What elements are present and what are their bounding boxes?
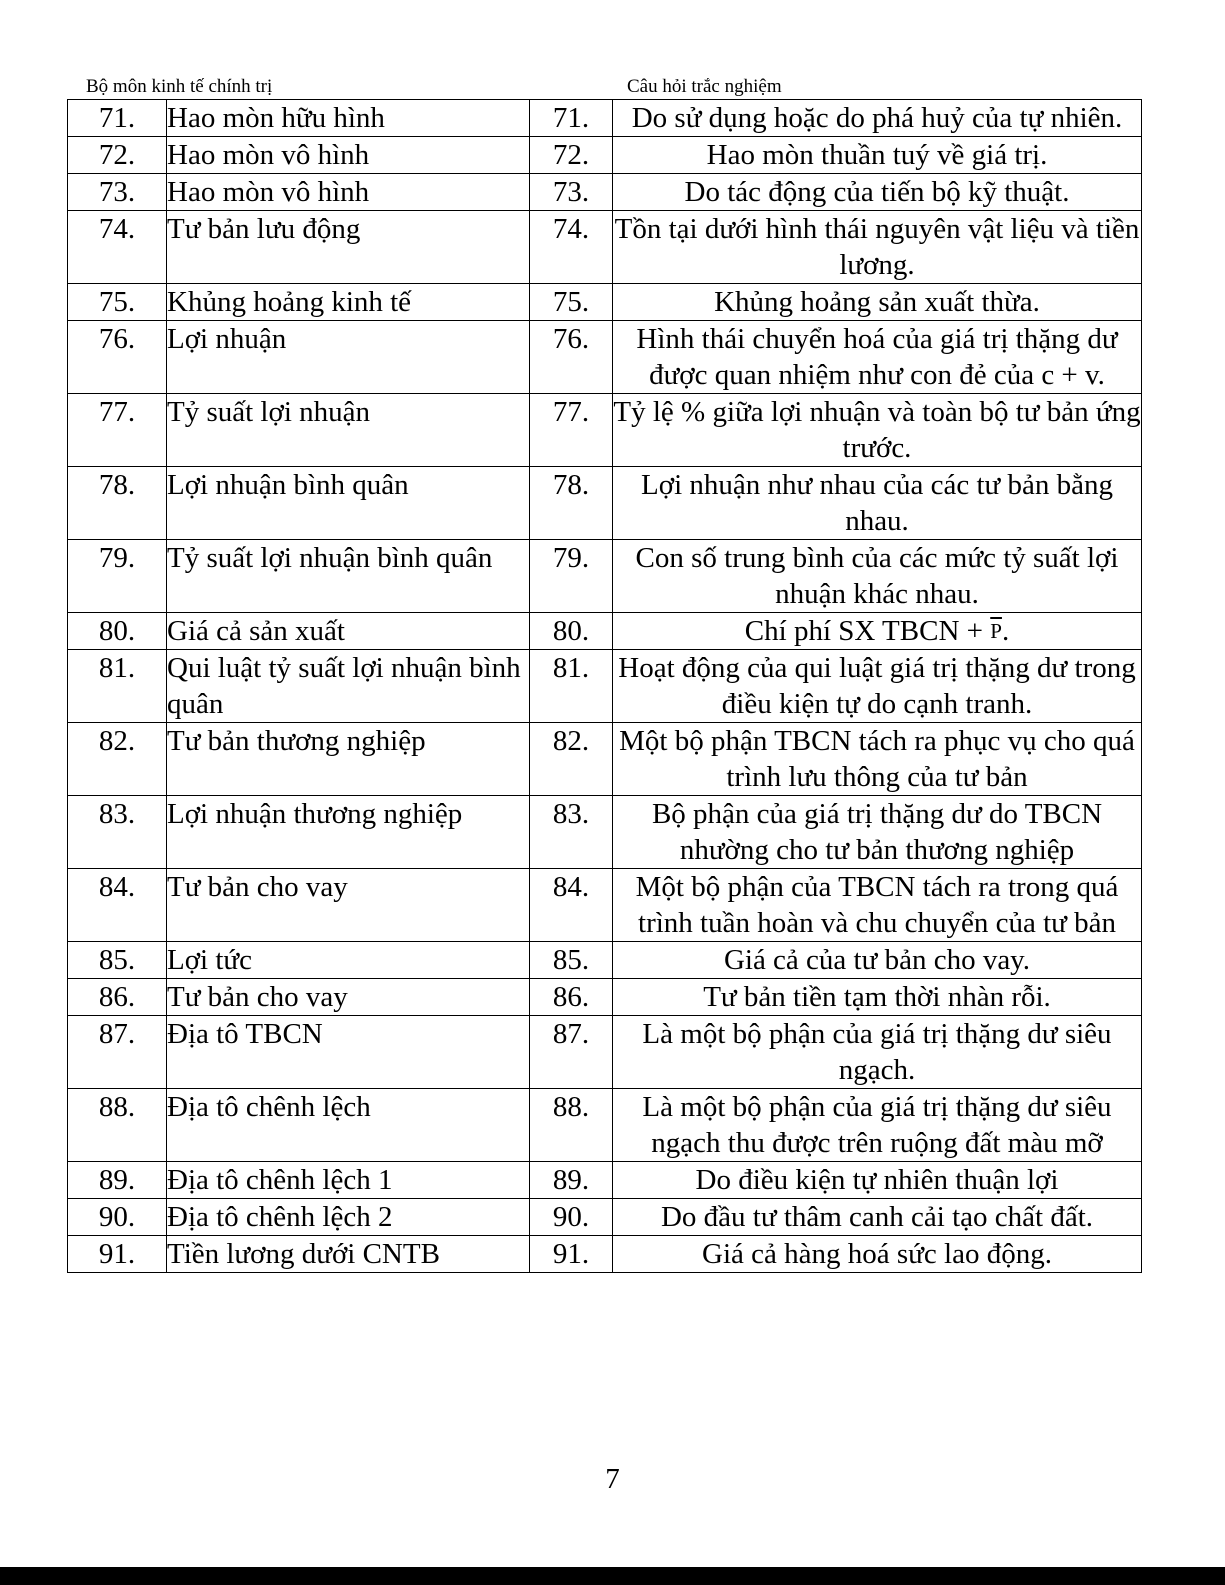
answer-number: 83. bbox=[530, 796, 613, 869]
answer-table-body bbox=[68, 100, 1142, 1273]
answer-number: 77. bbox=[530, 394, 613, 467]
term-cell: Tư bản cho vay bbox=[167, 869, 530, 942]
table-row bbox=[68, 467, 1142, 540]
row-number: 87. bbox=[68, 1016, 167, 1089]
average-profit-symbol: $\overline{P}$ bbox=[990, 619, 1002, 643]
table-row bbox=[68, 1016, 1142, 1089]
term-cell: Tiền lương dưới CNTB bbox=[167, 1236, 530, 1273]
table-row bbox=[68, 211, 1142, 284]
term-cell: Tư bản cho vay bbox=[167, 979, 530, 1016]
table-row bbox=[68, 1089, 1142, 1162]
term-cell: Địa tô chênh lệch 1 bbox=[167, 1162, 530, 1199]
table-row bbox=[68, 100, 1142, 137]
term-cell: Địa tô TBCN bbox=[167, 1016, 530, 1089]
table-row bbox=[68, 979, 1142, 1016]
answer-number: 84. bbox=[530, 869, 613, 942]
row-number: 80. bbox=[68, 613, 167, 650]
definition-cell: Tư bản tiền tạm thời nhàn rỗi. bbox=[613, 979, 1142, 1016]
answer-number: 79. bbox=[530, 540, 613, 613]
term-cell: Tỷ suất lợi nhuận bbox=[167, 394, 530, 467]
term-cell: Giá cả sản xuất bbox=[167, 613, 530, 650]
bottom-border bbox=[0, 1567, 1225, 1585]
term-cell: Lợi tức bbox=[167, 942, 530, 979]
term-cell: Tỷ suất lợi nhuận bình quân bbox=[167, 540, 530, 613]
row-number: 84. bbox=[68, 869, 167, 942]
answer-number: 91. bbox=[530, 1236, 613, 1273]
row-number: 75. bbox=[68, 284, 167, 321]
row-number: 85. bbox=[68, 942, 167, 979]
definition-cell: Hình thái chuyển hoá của giá trị thặng dư được quan nhiệm như con đẻ của c + v. bbox=[613, 321, 1142, 394]
term-cell: Hao mòn vô hình bbox=[167, 174, 530, 211]
row-number: 91. bbox=[68, 1236, 167, 1273]
row-number: 74. bbox=[68, 211, 167, 284]
answer-number: 85. bbox=[530, 942, 613, 979]
definition-cell: Là một bộ phận của giá trị thặng dư siêu ngạch. bbox=[613, 1016, 1142, 1089]
answer-number: 89. bbox=[530, 1162, 613, 1199]
definition-cell: Hoạt động của qui luật giá trị thặng dư trong điều kiện tự do cạnh tranh. bbox=[613, 650, 1142, 723]
table-row bbox=[68, 613, 1142, 650]
term-cell: Hao mòn hữu hình bbox=[167, 100, 530, 137]
definition-cell: Một bộ phận của TBCN tách ra trong quá trình tuần hoàn và chu chuyển của tư bản bbox=[613, 869, 1142, 942]
definition-cell: Lợi nhuận như nhau của các tư bản bằng nhau. bbox=[613, 467, 1142, 540]
row-number: 88. bbox=[68, 1089, 167, 1162]
answer-table bbox=[67, 99, 1142, 1273]
header-document-title: Câu hỏi trắc nghiệm bbox=[627, 76, 782, 97]
row-number: 71. bbox=[68, 100, 167, 137]
table-row bbox=[68, 1236, 1142, 1273]
page-number: 7 bbox=[605, 1463, 620, 1495]
table-row bbox=[68, 137, 1142, 174]
table-row bbox=[68, 1199, 1142, 1236]
definition-cell: Tồn tại dưới hình thái nguyên vật liệu và tiền lương. bbox=[613, 211, 1142, 284]
definition-cell: Do điều kiện tự nhiên thuận lợi bbox=[613, 1162, 1142, 1199]
answer-number: 72. bbox=[530, 137, 613, 174]
table-row bbox=[68, 796, 1142, 869]
definition-cell bbox=[613, 613, 1142, 650]
row-number: 86. bbox=[68, 979, 167, 1016]
term-cell: Tư bản thương nghiệp bbox=[167, 723, 530, 796]
table-row bbox=[68, 540, 1142, 613]
definition-cell: Do sử dụng hoặc do phá huỷ của tự nhiên. bbox=[613, 100, 1142, 137]
answer-number: 73. bbox=[530, 174, 613, 211]
answer-number: 76. bbox=[530, 321, 613, 394]
table-row bbox=[68, 869, 1142, 942]
definition-cell: Do đầu tư thâm canh cải tạo chất đất. bbox=[613, 1199, 1142, 1236]
term-cell: Tư bản lưu động bbox=[167, 211, 530, 284]
answer-number: 80. bbox=[530, 613, 613, 650]
table-row bbox=[68, 321, 1142, 394]
row-number: 89. bbox=[68, 1162, 167, 1199]
term-cell: Lợi nhuận bbox=[167, 321, 530, 394]
row-number: 90. bbox=[68, 1199, 167, 1236]
row-number: 82. bbox=[68, 723, 167, 796]
answer-number: 82. bbox=[530, 723, 613, 796]
row-number: 72. bbox=[68, 137, 167, 174]
row-number: 81. bbox=[68, 650, 167, 723]
answer-number: 71. bbox=[530, 100, 613, 137]
answer-number: 86. bbox=[530, 979, 613, 1016]
definition-cell: Khủng hoảng sản xuất thừa. bbox=[613, 284, 1142, 321]
answer-number: 74. bbox=[530, 211, 613, 284]
answer-number: 81. bbox=[530, 650, 613, 723]
definition-cell: Do tác động của tiến bộ kỹ thuật. bbox=[613, 174, 1142, 211]
definition-cell: Bộ phận của giá trị thặng dư do TBCN nhường cho tư bản thương nghiệp bbox=[613, 796, 1142, 869]
row-number: 73. bbox=[68, 174, 167, 211]
table-row bbox=[68, 723, 1142, 796]
term-cell: Khủng hoảng kinh tế bbox=[167, 284, 530, 321]
definition-cell: Giá cả hàng hoá sức lao động. bbox=[613, 1236, 1142, 1273]
row-number: 79. bbox=[68, 540, 167, 613]
table-row bbox=[68, 394, 1142, 467]
table-row bbox=[68, 942, 1142, 979]
table-row bbox=[68, 284, 1142, 321]
term-cell: Địa tô chênh lệch bbox=[167, 1089, 530, 1162]
answer-number: 90. bbox=[530, 1199, 613, 1236]
definition-end: . bbox=[1001, 615, 1010, 647]
table-row bbox=[68, 174, 1142, 211]
definition-cell: Tỷ lệ % giữa lợi nhuận và toàn bộ tư bản ứng trước. bbox=[613, 394, 1142, 467]
row-number: 77. bbox=[68, 394, 167, 467]
definition-text: Chí phí SX TBCN + bbox=[744, 615, 991, 647]
table-row bbox=[68, 650, 1142, 723]
row-number: 76. bbox=[68, 321, 167, 394]
answer-number: 88. bbox=[530, 1089, 613, 1162]
answer-number: 78. bbox=[530, 467, 613, 540]
term-cell: Qui luật tỷ suất lợi nhuận bình quân bbox=[167, 650, 530, 723]
definition-cell: Một bộ phận TBCN tách ra phục vụ cho quá trình lưu thông của tư bản bbox=[613, 723, 1142, 796]
header-course-title: Bộ môn kinh tế chính trị bbox=[86, 76, 273, 97]
definition-cell: Giá cả của tư bản cho vay. bbox=[613, 942, 1142, 979]
term-cell: Lợi nhuận bình quân bbox=[167, 467, 530, 540]
term-cell: Hao mòn vô hình bbox=[167, 137, 530, 174]
term-cell: Địa tô chênh lệch 2 bbox=[167, 1199, 530, 1236]
answer-number: 75. bbox=[530, 284, 613, 321]
definition-cell: Là một bộ phận của giá trị thặng dư siêu ngạch thu được trên ruộng đất màu mỡ bbox=[613, 1089, 1142, 1162]
answer-number: 87. bbox=[530, 1016, 613, 1089]
term-cell: Lợi nhuận thương nghiệp bbox=[167, 796, 530, 869]
definition-cell: Con số trung bình của các mức tỷ suất lợi nhuận khác nhau. bbox=[613, 540, 1142, 613]
row-number: 83. bbox=[68, 796, 167, 869]
row-number: 78. bbox=[68, 467, 167, 540]
definition-cell: Hao mòn thuần tuý về giá trị. bbox=[613, 137, 1142, 174]
table-row bbox=[68, 1162, 1142, 1199]
